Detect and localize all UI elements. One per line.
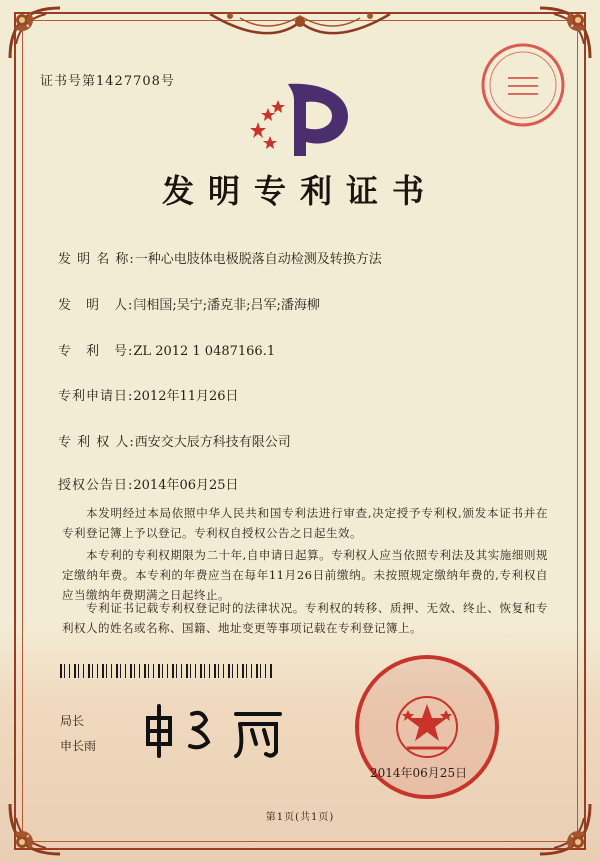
- patentee-label: 专 利 权 人:: [58, 435, 135, 450]
- barcode-bar: [176, 664, 177, 678]
- invention-name-value: 一种心电肢体电极脱落自动检测及转换方法: [134, 252, 382, 267]
- barcode-bar: [186, 664, 188, 678]
- barcode-bar: [148, 664, 149, 678]
- barcode-bar: [116, 664, 118, 678]
- grant-date-value: 2014年06月25日: [133, 478, 239, 493]
- inventor-row: [58, 294, 320, 313]
- inventor-value: 闫相国;吴宁;潘克非;吕军;潘海柳: [133, 298, 320, 313]
- patent-office-logo-icon: [244, 78, 356, 160]
- barcode-bar: [228, 664, 230, 678]
- barcode-bar: [270, 664, 272, 678]
- barcode-bar: [78, 664, 79, 678]
- signatory-name: 申长雨: [60, 739, 97, 753]
- barcode-icon: [60, 664, 272, 678]
- barcode-bar: [64, 664, 65, 678]
- corner-ornament-icon: [6, 4, 64, 62]
- barcode-bar: [256, 664, 258, 678]
- barcode-bar: [195, 664, 196, 678]
- barcode-bar: [88, 664, 90, 678]
- certificate-title: 发明专利证书: [161, 172, 438, 210]
- barcode-bar: [260, 664, 261, 678]
- grant-date-label: 授权公告日:: [58, 478, 134, 493]
- handwritten-signature-icon: [140, 700, 310, 760]
- barcode-bar: [223, 664, 224, 678]
- patentee-row: [58, 431, 291, 450]
- filing-date-label: 专利申请日:: [58, 389, 134, 404]
- barcode-bar: [167, 664, 168, 678]
- invention-name-row: [58, 248, 382, 267]
- filing-date-row: [58, 385, 239, 404]
- barcode-bar: [102, 664, 104, 678]
- barcode-bar: [125, 664, 126, 678]
- grant-date-row: [58, 474, 239, 493]
- barcode-bar: [74, 664, 76, 678]
- patentee-value: 西安交大辰方科技有限公司: [134, 435, 291, 450]
- seal-date: 2014年06月25日: [370, 766, 468, 780]
- top-ornament-icon: [200, 8, 400, 44]
- barcode-bar: [139, 664, 140, 678]
- patent-number-value: ZL 2012 1 0487166.1: [133, 344, 276, 359]
- barcode-bar: [69, 664, 70, 678]
- barcode-bar: [144, 664, 146, 678]
- barcode-bar: [130, 664, 132, 678]
- barcode-bar: [204, 664, 205, 678]
- barcode-bar: [232, 664, 233, 678]
- certificate-number: 证书号第1427708号: [40, 74, 175, 89]
- barcode-bar: [153, 664, 154, 678]
- certificate-paragraph-3: 专利证书记载专利权登记时的法律状况。专利权的转移、质押、无效、终止、恢复和专利权人的姓名或名称、国籍、地址变更等事项记载在专利登记簿上。: [62, 601, 548, 635]
- barcode-bar: [200, 664, 202, 678]
- barcode-bar: [134, 664, 135, 678]
- signatory-title: 局长: [60, 714, 85, 728]
- barcode-bar: [92, 664, 93, 678]
- patent-number-row: [58, 340, 275, 359]
- barcode-bar: [97, 664, 98, 678]
- invention-name-label: 发 明 名 称:: [58, 252, 135, 267]
- barcode-bar: [83, 664, 84, 678]
- barcode-bar: [265, 664, 266, 678]
- barcode-bar: [106, 664, 107, 678]
- barcode-bar: [218, 664, 219, 678]
- certificate-paragraph-2: 本专利的专利权期限为二十年,自申请日起算。专利权人应当依照专利法及其实施细则规定缴纳年费。本专利的年费应当在每年11月26日前缴纳。未按照规定缴纳年费的,专利权自应当缴纳年费期满之日起终止。: [62, 548, 548, 602]
- barcode-bar: [172, 664, 174, 678]
- barcode-bar: [120, 664, 121, 678]
- barcode-bar: [190, 664, 191, 678]
- barcode-bar: [181, 664, 182, 678]
- barcode-bar: [60, 664, 62, 678]
- inventor-label: 发 明 人:: [58, 298, 134, 313]
- filing-date-value: 2012年11月26日: [133, 389, 239, 404]
- barcode-bar: [209, 664, 210, 678]
- barcode-bar: [158, 664, 160, 678]
- barcode-bar: [251, 664, 252, 678]
- barcode-bar: [242, 664, 244, 678]
- barcode-bar: [111, 664, 112, 678]
- barcode-bar: [162, 664, 163, 678]
- barcode-bar: [237, 664, 238, 678]
- page-number: 第1页(共1页): [265, 812, 335, 823]
- agency-stamp-icon: [478, 40, 568, 130]
- barcode-bar: [214, 664, 216, 678]
- certificate-paragraph-1: 本发明经过本局依照中华人民共和国专利法进行审查,决定授予专利权,颁发本证书并在专利登记簿上予以登记。专利权自授权公告之日起生效。: [62, 506, 548, 540]
- barcode-bar: [246, 664, 247, 678]
- patent-number-label: 专 利 号:: [58, 344, 134, 359]
